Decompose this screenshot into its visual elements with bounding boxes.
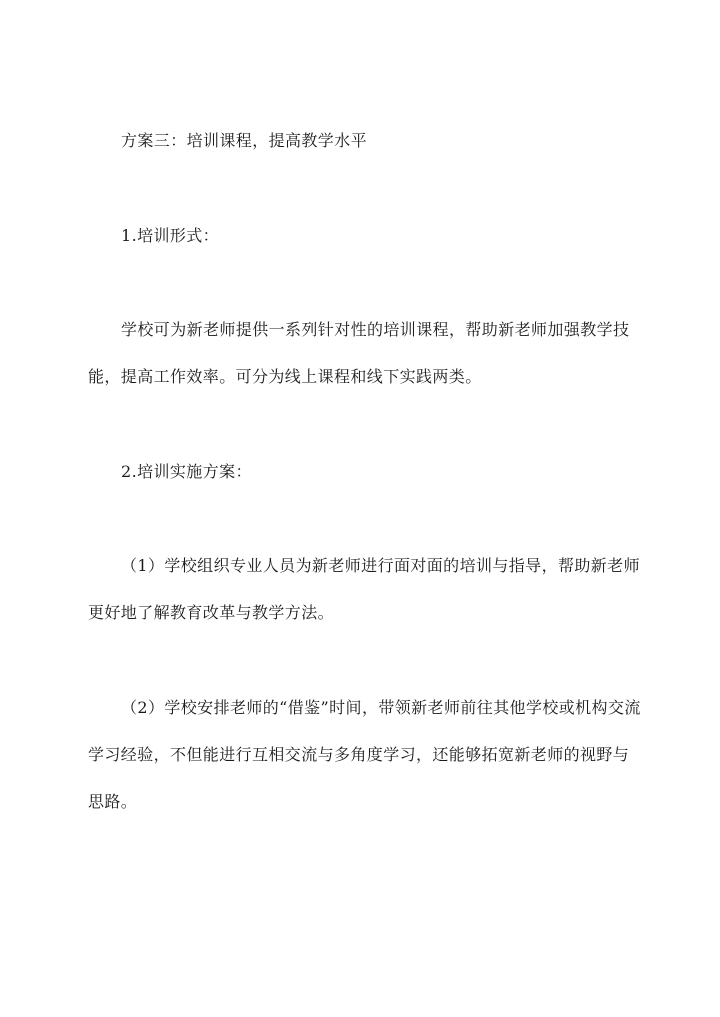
section-heading: 方案三：培训课程，提高教学水平: [121, 131, 368, 150]
subheading-implementation-plan: 2.培训实施方案：: [121, 462, 252, 481]
list-item-paragraph: （2）学校安排老师的“借鉴”时间，带领新老师前往其他学校或机构交流学习经验，不但能进行互相交流与多角度学习，还能够拓宽新老师的视野与思路。: [88, 698, 641, 811]
list-item-paragraph: （1）学校组织专业人员为新老师进行面对面的培训与指导，帮助新老师更好地了解教育改革与教学方法。: [88, 556, 640, 622]
subheading-training-format: 1.培训形式：: [121, 226, 220, 245]
body-paragraph: 学校可为新老师提供一系列针对性的培训课程，帮助新老师加强教学技能，提高工作效率。可分为线上课程和线下实践两类。: [88, 320, 630, 386]
